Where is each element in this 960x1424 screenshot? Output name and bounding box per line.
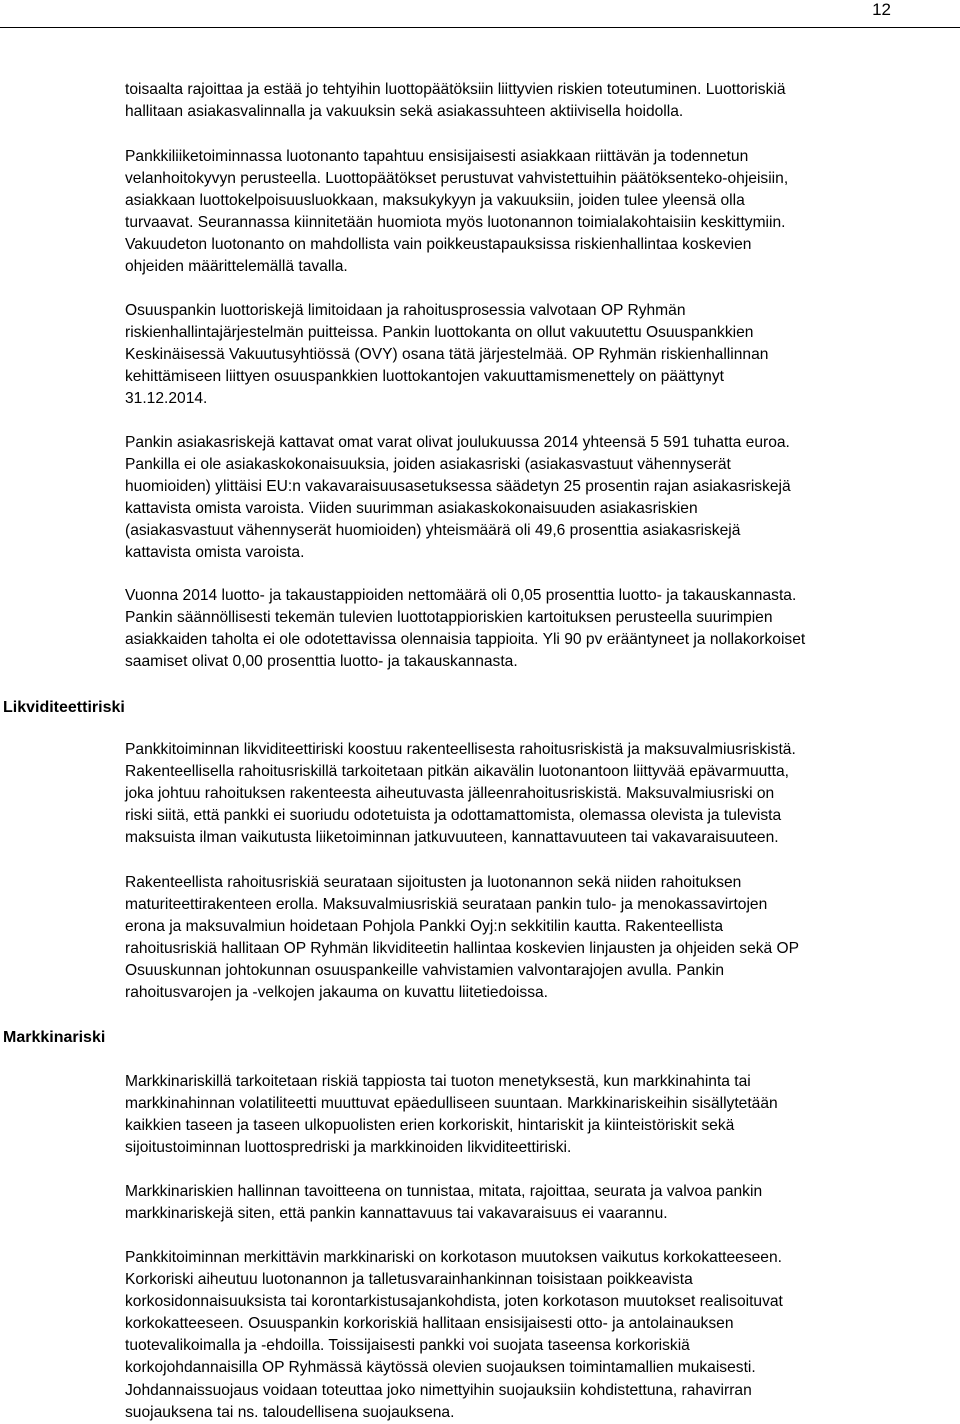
paragraph-line: rahoitusvarojen ja -velkojen jakauma on kuvattu liitetiedoissa. [125,984,548,1002]
paragraph-line: kattavista omista varoista. Viiden suurimman asiakaskokonaisuuden asiakasriskien [125,500,698,518]
paragraph-line: Rakenteellisella rahoitusriskillä tarkoitetaan pitkän aikavälin luotonantoon liittyvää epävarmuutta, [125,763,789,781]
paragraph [125,79,957,123]
paragraph-line: markkinahinnan volatiliteetti muuttuvat epäedulliseen suuntaan. Markkinariskeihin sisällytetään [125,1095,778,1113]
paragraph-line: markkinariskejä siten, että pankin kannattavuus tai vakavaraisuus ei vaarannu. [125,1205,668,1223]
paragraph-line: Pankin säännöllisesti tekemän tulevien luottotappioriskien kartoituksen perusteella suurimpien [125,609,773,627]
paragraph-line: Korkoriski aiheutuu luotonannon ja talletusvarainhankinnan toisistaan poikkeavista [125,1271,693,1289]
paragraph-line: maturiteettirakenteen erolla. Maksuvalmiusriskiä seurataan pankin tulo- ja menokassavirtojen [125,896,768,914]
paragraph-line: kaikkien taseen ja taseen ulkopuolisten erien korkoriskit, hintariskit ja kiinteistöriskit sekä [125,1117,735,1135]
paragraph-line: korkojohdannaisilla OP Ryhmässä käytössä olevien suojauksen toimintamallien mukaisesti. [125,1359,756,1377]
paragraph-line: Pankkitoiminnan likviditeettiriski koostuu rakenteellisesta rahoitusriskistä ja maksuvalmiusriskistä. [125,741,796,758]
paragraph [125,1071,957,1159]
paragraph-line: saamiset olivat 0,00 prosenttia luotto- ja takauskannasta. [125,653,518,671]
paragraph [125,1247,957,1424]
paragraph-line: tuotevalikoimalla ja -ehdoilla. Toissijaisesti pankki voi suojata taseensa korkoriskiä [125,1337,690,1355]
paragraph [125,872,957,1005]
paragraph-line: hallitaan asiakasvalinnalla ja vakuuksin sekä asiakassuhteen aktiivisella hoidolla. [125,103,684,121]
paragraph-line: Keskinäisessä Vakuutusyhtiössä (OVY) osana tätä järjestelmää. OP Ryhmän riskienhallinnan [125,346,769,364]
paragraph-line: Vuonna 2014 luotto- ja takaustappioiden nettomäärä oli 0,05 prosenttia luotto- ja takauskannasta. [125,587,797,604]
paragraph-line: rahoitusriskiä hallitaan OP Ryhmän likviditeetin hallintaa koskevien linjausten ja ohjeiden sekä OP [125,940,800,958]
paragraph [125,146,957,279]
paragraph-line: Markkinariskillä tarkoitetaan riskiä tappiosta tai tuoton menetyksestä, kun markkinahinta tai [125,1073,751,1090]
page-number: 12 [872,0,891,19]
paragraph-line: Pankilla ei ole asiakaskokonaisuuksia, joiden asiakasriski (asiakasvastuut vähennyserät [125,456,731,474]
paragraph-line: Johdannaissuojaus voidaan toteuttaa joko nimettyihin suojauksiin kohdistettuna, rahavirran [125,1381,752,1399]
paragraph-line: kattavista omista varoista. [125,544,305,562]
paragraph-line: asiakkaiden taholta ei ole odotettavissa olennaisia tappioita. Yli 90 pv erääntyneet ja nollakorkoiset [125,631,806,649]
heading-liquidity-risk: Likviditeettiriski [3,699,125,716]
paragraph-line: maksuista ilman vaikutusta liiketoiminnan jatkuvuuteen, kannattavuuteen tai vakavaraisuuteen. [125,829,779,847]
header-rule [0,27,960,28]
paragraph-line: Vakuudeton luotonanto on mahdollista vain poikkeustapauksissa riskienhallintaa koskevien [125,236,752,254]
paragraph-line: turvaavat. Seurannassa kiinnitetään huomiota myös luotonannon toimialakohtaisiin keskittymiin. [125,214,786,232]
paragraph-line: joka johtuu rahoituksen rakenteesta aiheutuvasta jälleenrahoitusriskistä. Maksuvalmiusriski on [125,785,775,803]
paragraph [125,739,957,849]
paragraph-line: erona ja maksuvalmiun hoidetaan Pohjola Pankki Oyj:n sekkitilin kautta. Rakenteellista [125,918,724,936]
paragraph-line: korkosidonnaisuuksista tai korontarkistusajankohdista, joten korkotason muutokset realisoituvat [125,1293,783,1311]
paragraph-line: korkokatteeseen. Osuuspankin korkoriskiä hallitaan ensisijaisesti otto- ja antolainauksen [125,1315,734,1333]
paragraph-line: toisaalta rajoittaa ja estää jo tehtyihin luottopäätöksiin liittyvien riskien toteutuminen. Luottoriskiä [125,81,786,98]
paragraph-line: Markkinariskien hallinnan tavoitteena on tunnistaa, mitata, rajoittaa, seurata ja valvoa pankin [125,1183,763,1200]
paragraph-line: Rakenteellista rahoitusriskiä seurataan sijoitusten ja luotonannon sekä niiden rahoituksen [125,874,742,891]
paragraph-line: 31.12.2014. [125,390,208,408]
paragraph-line: sijoitustoiminnan luottospredriski ja markkinoiden likviditeettiriski. [125,1139,572,1157]
paragraph-line: (asiakasvastuut vähennyserät huomioiden) yhteismäärä oli 49,6 prosenttia asiakasriskejä [125,522,741,540]
paragraph-line: Osuuskunnan johtokunnan osuuspankeille vahvistamien valvontarajojen avulla. Pankin [125,962,725,980]
paragraph [125,432,957,565]
paragraph-line: ohjeiden määrittelemällä tavalla. [125,258,348,276]
paragraph-line: asiakkaan luottokelpoisuusluokkaan, maksukykyyn ja vakuuksiin, joiden tulee yleensä olla [125,192,745,210]
paragraph-line: riski siitä, että pankki ei suoriudu odotetuista ja odottamattomista, olemassa olevista ja tulevista [125,807,782,825]
paragraph-line: Osuuspankin luottoriskejä limitoidaan ja rahoitusprosessia valvotaan OP Ryhmän [125,302,686,319]
heading-market-risk: Markkinariski [3,1029,106,1046]
paragraph-line: kehittämiseen liittyen osuuspankkien luottokantojen vakuuttamismenettely on päättynyt [125,368,724,386]
paragraph [125,585,957,673]
paragraph [125,1181,957,1225]
paragraph [125,300,957,410]
paragraph-line: Pankin asiakasriskejä kattavat omat varat olivat joulukuussa 2014 yhteensä 5 591 tuhatta euroa. [125,434,790,451]
paragraph-line: suojauksena tai ns. taloudellisena suojauksena. [125,1403,455,1421]
paragraph-line: huomioiden) ylittäisi EU:n vakavaraisuusasetuksessa säädetyn 25 prosentin rajan asiakasriskejä [125,478,791,496]
paragraph-line: Pankkitoiminnan merkittävin markkinariski on korkotason muutoksen vaikutus korkokatteeseen. [125,1249,782,1266]
paragraph-line: velanhoitokyvyn perusteella. Luottopäätökset perustuvat vahvistettuihin päätöksenteko-ohjeisiin, [125,170,789,188]
paragraph-line: riskienhallintajärjestelmän puitteissa. Pankin luottokanta on ollut vakuutettu Osuuspankkien [125,324,754,342]
paragraph-line: Pankkiliiketoiminnassa luotonanto tapahtuu ensisijaisesti asiakkaan riittävän ja todennetun [125,148,749,165]
